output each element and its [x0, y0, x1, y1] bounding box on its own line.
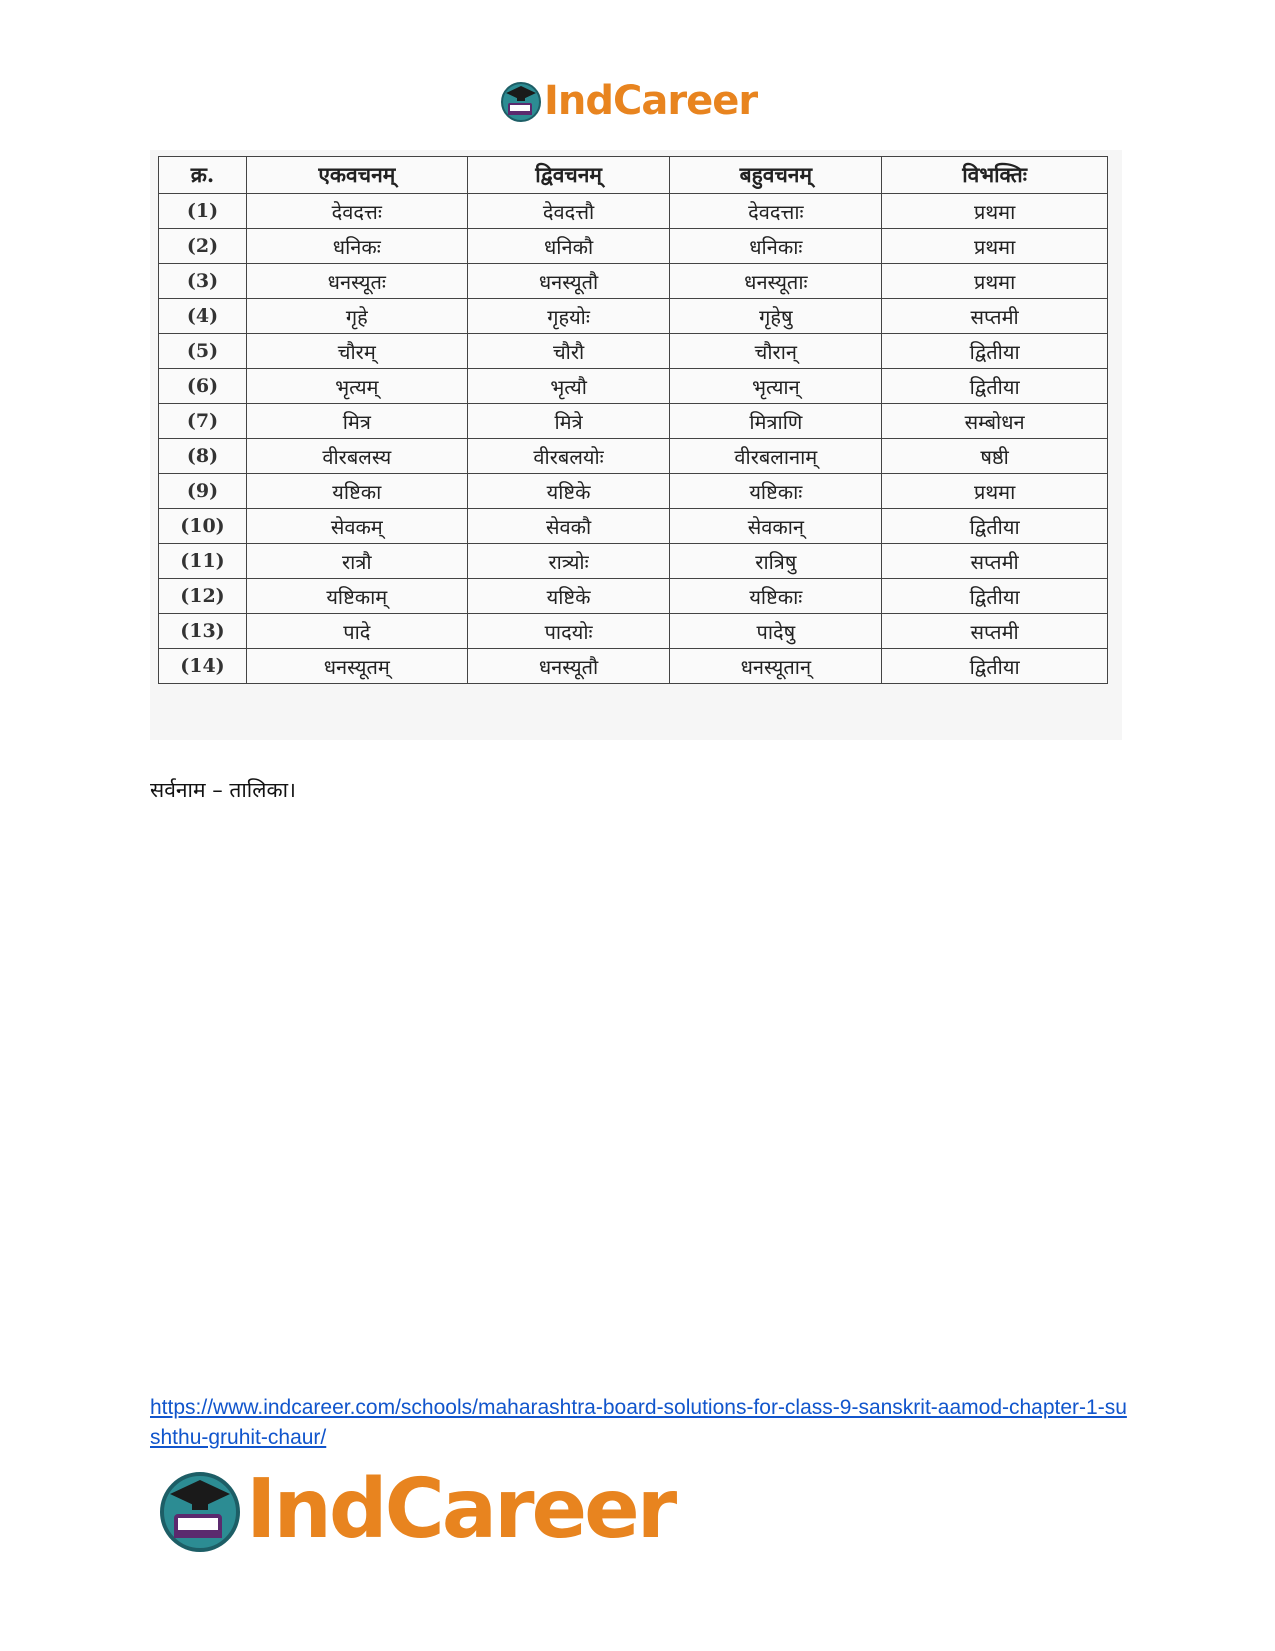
header-singular: एकवचनम्: [246, 157, 467, 194]
plural-cell: सेवकान्: [670, 509, 882, 544]
plural-cell: धनस्यूताः: [670, 264, 882, 299]
row-serial: (12): [159, 579, 247, 614]
case-cell: प्रथमा: [882, 264, 1108, 299]
singular-cell: देवदत्तः: [246, 194, 467, 229]
singular-cell: धनिकः: [246, 229, 467, 264]
row-serial: (2): [159, 229, 247, 264]
header-logo: [500, 78, 757, 124]
row-serial: (13): [159, 614, 247, 649]
table-body: [159, 194, 1108, 684]
table-row: [159, 334, 1108, 369]
case-cell: द्वितीया: [882, 509, 1108, 544]
plural-cell: देवदत्ताः: [670, 194, 882, 229]
table-row: [159, 474, 1108, 509]
singular-cell: मित्र: [246, 404, 467, 439]
case-cell: सप्तमी: [882, 299, 1108, 334]
singular-cell: सेवकम्: [246, 509, 467, 544]
table-header-row: [159, 157, 1108, 194]
table-row: [159, 299, 1108, 334]
header-case: विभक्तिः: [882, 157, 1108, 194]
table-row: [159, 614, 1108, 649]
table-row: [159, 649, 1108, 684]
row-serial: (7): [159, 404, 247, 439]
dual-cell: वीरबलयोः: [467, 439, 670, 474]
plural-cell: मित्राणि: [670, 404, 882, 439]
brand-name: IndCareer: [544, 78, 758, 124]
section-caption: सर्वनाम – तालिका।: [150, 778, 296, 802]
singular-cell: पादे: [246, 614, 467, 649]
plural-cell: रात्रिषु: [670, 544, 882, 579]
singular-cell: वीरबलस्य: [246, 439, 467, 474]
table-row: [159, 404, 1108, 439]
declension-table: [158, 156, 1108, 684]
singular-cell: भृत्यम्: [246, 369, 467, 404]
table-row: [159, 264, 1108, 299]
case-cell: द्वितीया: [882, 369, 1108, 404]
source-link[interactable]: https://www.indcareer.com/schools/maharashtra-board-solutions-for-class-9-sanskrit-aamod-chapter-1-sushthu-gruhit-chaur/: [150, 1396, 1127, 1449]
dual-cell: चौरौ: [467, 334, 670, 369]
case-cell: प्रथमा: [882, 229, 1108, 264]
dual-cell: पादयोः: [467, 614, 670, 649]
plural-cell: भृत्यान्: [670, 369, 882, 404]
singular-cell: धनस्यूतम्: [246, 649, 467, 684]
table-row: [159, 229, 1108, 264]
plural-cell: चौरान्: [670, 334, 882, 369]
case-cell: षष्ठी: [882, 439, 1108, 474]
table-row: [159, 509, 1108, 544]
case-cell: सप्तमी: [882, 614, 1108, 649]
dual-cell: धनस्यूतौ: [467, 649, 670, 684]
row-serial: (8): [159, 439, 247, 474]
plural-cell: धनस्यूतान्: [670, 649, 882, 684]
book-graduation-cap-globe-icon: [158, 1468, 242, 1552]
table-row: [159, 579, 1108, 614]
row-serial: (5): [159, 334, 247, 369]
table-row: [159, 194, 1108, 229]
table-row: [159, 369, 1108, 404]
table-row: [159, 439, 1108, 474]
footer-logo: [158, 1462, 674, 1557]
dual-cell: मित्रे: [467, 404, 670, 439]
dual-cell: धनिकौ: [467, 229, 670, 264]
dual-cell: यष्टिके: [467, 579, 670, 614]
row-serial: (9): [159, 474, 247, 509]
row-serial: (3): [159, 264, 247, 299]
plural-cell: वीरबलानाम्: [670, 439, 882, 474]
singular-cell: गृहे: [246, 299, 467, 334]
plural-cell: यष्टिकाः: [670, 474, 882, 509]
case-cell: सप्तमी: [882, 544, 1108, 579]
book-graduation-cap-globe-icon: [500, 80, 542, 122]
dual-cell: रात्र्योः: [467, 544, 670, 579]
singular-cell: यष्टिका: [246, 474, 467, 509]
singular-cell: धनस्यूतः: [246, 264, 467, 299]
row-serial: (10): [159, 509, 247, 544]
dual-cell: धनस्यूतौ: [467, 264, 670, 299]
singular-cell: चौरम्: [246, 334, 467, 369]
case-cell: द्वितीया: [882, 649, 1108, 684]
dual-cell: भृत्यौ: [467, 369, 670, 404]
row-serial: (4): [159, 299, 247, 334]
case-cell: द्वितीया: [882, 334, 1108, 369]
header-plural: बहुवचनम्: [670, 157, 882, 194]
dual-cell: देवदत्तौ: [467, 194, 670, 229]
dual-cell: यष्टिके: [467, 474, 670, 509]
row-serial: (11): [159, 544, 247, 579]
header-serial: क्र.: [159, 157, 247, 194]
row-serial: (14): [159, 649, 247, 684]
table-row: [159, 544, 1108, 579]
dual-cell: गृहयोः: [467, 299, 670, 334]
singular-cell: यष्टिकाम्: [246, 579, 467, 614]
row-serial: (1): [159, 194, 247, 229]
case-cell: प्रथमा: [882, 474, 1108, 509]
case-cell: प्रथमा: [882, 194, 1108, 229]
row-serial: (6): [159, 369, 247, 404]
case-cell: द्वितीया: [882, 579, 1108, 614]
dual-cell: सेवकौ: [467, 509, 670, 544]
plural-cell: यष्टिकाः: [670, 579, 882, 614]
singular-cell: रात्रौ: [246, 544, 467, 579]
plural-cell: पादेषु: [670, 614, 882, 649]
plural-cell: गृहेषु: [670, 299, 882, 334]
header-dual: द्विवचनम्: [467, 157, 670, 194]
brand-name: IndCareer: [246, 1462, 675, 1557]
case-cell: सम्बोधन: [882, 404, 1108, 439]
plural-cell: धनिकाः: [670, 229, 882, 264]
